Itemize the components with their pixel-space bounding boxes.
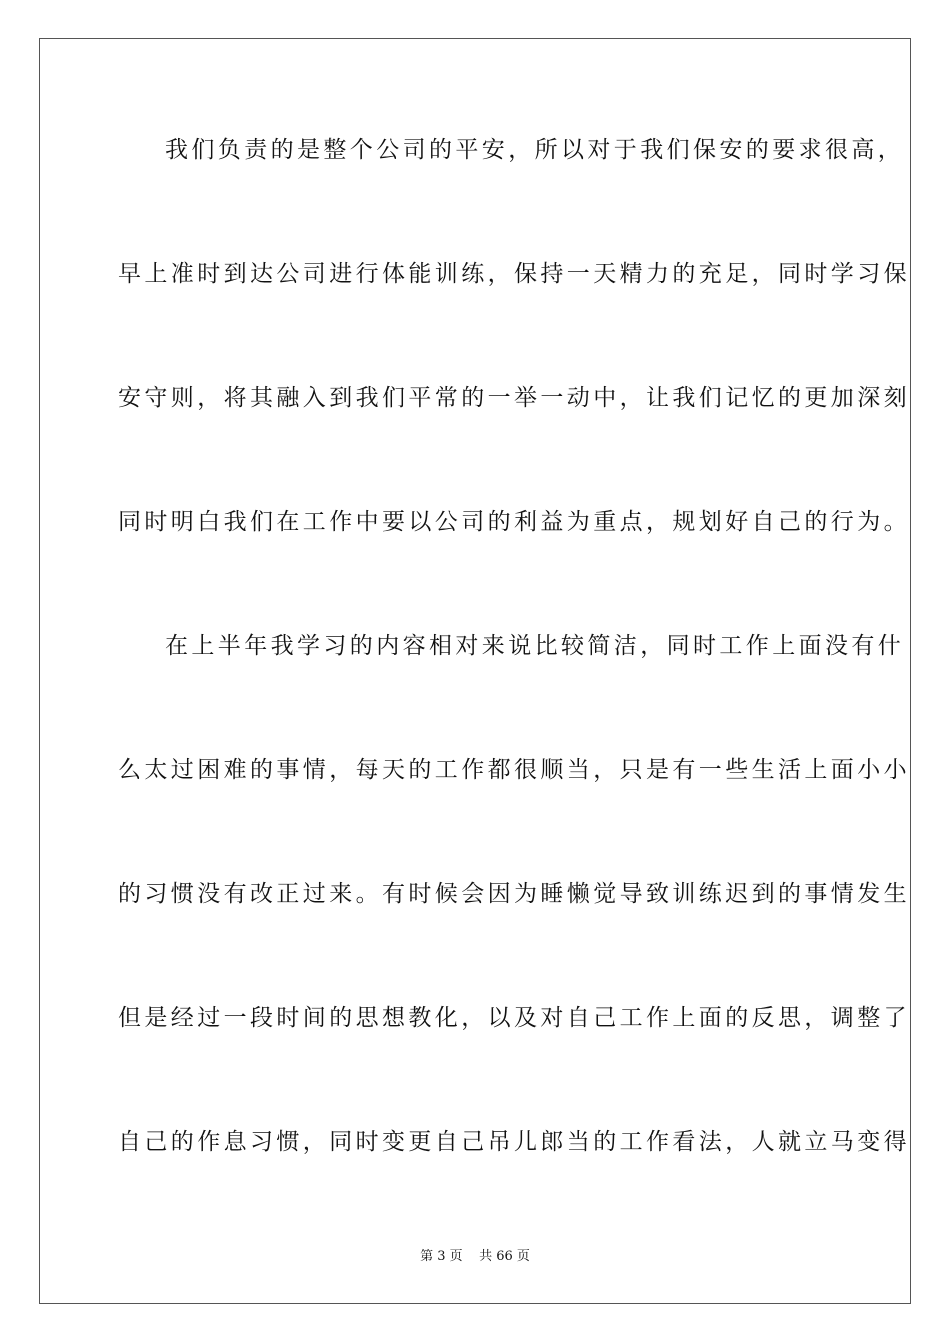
paragraph-line: 我们负责的是整个公司的平安，所以对于我们保安的要求很高，: [165, 137, 905, 163]
paragraph-line: 同时明白我们在工作中要以公司的利益为重点，规划好自己的行为。: [118, 509, 910, 535]
page-number-footer: 第 3 页 共 66 页: [420, 1249, 530, 1264]
page-border: [39, 38, 911, 1304]
paragraph-line: 早上准时到达公司进行体能训练，保持一天精力的充足，同时学习保: [118, 261, 910, 287]
paragraph-line: 在上半年我学习的内容相对来说比较简洁，同时工作上面没有什: [165, 633, 905, 659]
paragraph-line: 但是经过一段时间的思想教化，以及对自己工作上面的反思，调整了: [118, 1005, 910, 1031]
paragraph-line: 自己的作息习惯，同时变更自己吊儿郎当的工作看法，人就立马变得: [118, 1129, 910, 1155]
paragraph-line: 安守则，将其融入到我们平常的一举一动中，让我们记忆的更加深刻: [118, 385, 910, 411]
paragraph-line: 么太过困难的事情，每天的工作都很顺当，只是有一些生活上面小小: [118, 757, 910, 783]
paragraph-line: 的习惯没有改正过来。有时候会因为睡懒觉导致训练迟到的事情发生: [118, 881, 910, 907]
